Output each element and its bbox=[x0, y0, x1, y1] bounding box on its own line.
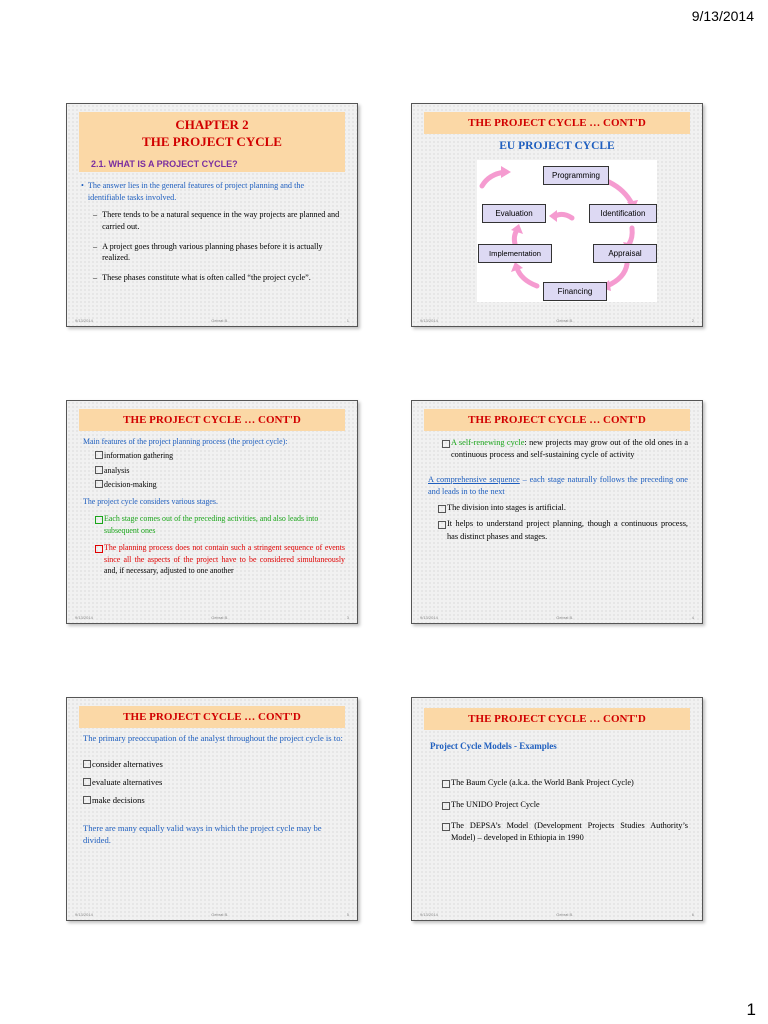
task-item: evaluate alternatives bbox=[83, 776, 345, 788]
bullet-item: • The answer lies in the general features of project planning and the identifiable tasks involved. bbox=[81, 180, 343, 203]
dash-item: – There tends to be a natural sequence in the way projects are planned and carried out. bbox=[93, 210, 340, 231]
chapter-title: THE PROJECT CYCLE bbox=[142, 134, 282, 149]
slide-6 bbox=[411, 697, 703, 921]
evaluation-node: Evaluation bbox=[482, 204, 546, 223]
slide-3-title: THE PROJECT CYCLE … CONT'D bbox=[79, 409, 345, 431]
dash-item: – These phases constitute what is often called “the project cycle”. bbox=[93, 272, 311, 282]
feature-item: information gathering bbox=[95, 450, 345, 461]
sequence-text: A comprehensive sequence – each stage naturally follows the preceding one and leads in to the next bbox=[428, 474, 688, 496]
slide-1-body bbox=[81, 180, 343, 283]
page-date: 9/13/2014 bbox=[691, 8, 754, 24]
stages-intro: The project cycle considers various stages. bbox=[83, 496, 218, 506]
task-item: consider alternatives bbox=[83, 758, 345, 770]
dash-item: – A project goes through various planning phases before it is actually realized. bbox=[93, 241, 323, 263]
intro-text: The primary preoccupation of the analyst throughout the project cycle is to: bbox=[83, 733, 343, 743]
slide-footer: 9/13/2014 Gebrat B. 1 bbox=[75, 318, 349, 323]
red-item: The planning process does not contain such a stringent sequence of events since all the aspects of the project have to be considered simultaneously and, if necessary, adjusted to one another bbox=[95, 542, 345, 576]
eu-cycle-heading: EU PROJECT CYCLE bbox=[499, 140, 615, 152]
slide-footer: 9/13/2014 Gebrat B. 5 bbox=[75, 912, 349, 917]
programming-node: Programming bbox=[543, 166, 609, 185]
slide-footer: 9/13/2014 Gebrat B. 6 bbox=[420, 912, 694, 917]
feature-item: decision-making bbox=[95, 479, 345, 490]
task-item: make decisions bbox=[83, 794, 345, 806]
eu-cycle-diagram bbox=[477, 160, 657, 302]
models-heading: Project Cycle Models - Examples bbox=[430, 741, 557, 751]
slide-5-title: THE PROJECT CYCLE … CONT'D bbox=[79, 706, 345, 728]
slide-footer: 9/13/2014 Gebrat B. 3 bbox=[75, 615, 349, 620]
slide-5-body bbox=[83, 732, 345, 846]
implementation-node: Implementation bbox=[478, 244, 552, 263]
slide-3-body bbox=[83, 436, 345, 577]
slide-footer: 9/13/2014 Gebrat B. 4 bbox=[420, 615, 694, 620]
slide-1-title bbox=[79, 112, 345, 156]
slide-3 bbox=[66, 400, 358, 624]
sub-item: The division into stages is artificial. bbox=[438, 502, 688, 514]
slide-4-title: THE PROJECT CYCLE … CONT'D bbox=[424, 409, 690, 431]
slide-2 bbox=[411, 103, 703, 327]
self-renewing-item: A self-renewing cycle: new projects may grow out of the old ones in a continuous process and self-sustaining cycle of activity bbox=[442, 437, 688, 462]
appraisal-node: Appraisal bbox=[593, 244, 657, 263]
slide-footer: 9/13/2014 Gebrat B. 2 bbox=[420, 318, 694, 323]
slide-4 bbox=[411, 400, 703, 624]
slide-1-subtitle: 2.1. WHAT IS A PROJECT CYCLE? bbox=[79, 156, 345, 172]
identification-node: Identification bbox=[589, 204, 657, 223]
model-item: The DEPSA’s Model (Development Projects Studies Authority’s Model) – developed in Ethiopia in 1990 bbox=[442, 820, 688, 844]
slide-6-title: THE PROJECT CYCLE … CONT'D bbox=[424, 708, 690, 730]
green-item: Each stage comes out of the preceding activities, and also leads into subsequent ones bbox=[95, 513, 345, 536]
model-item: The Baum Cycle (a.k.a. the World Bank Project Cycle) bbox=[442, 777, 688, 789]
financing-node: Financing bbox=[543, 282, 607, 301]
page-number: 1 bbox=[746, 1000, 756, 1019]
intro-text: Main features of the project planning process (the project cycle): bbox=[83, 437, 288, 446]
closing-text: There are many equally valid ways in which the project cycle may be divided. bbox=[83, 823, 322, 846]
chapter-label: CHAPTER 2 bbox=[175, 117, 249, 132]
bullet-text: The answer lies in the general features of project planning and the identifiable tasks involved. bbox=[87, 181, 305, 202]
model-item: The UNIDO Project Cycle bbox=[442, 799, 688, 811]
slide-4-body bbox=[428, 437, 688, 543]
slide-2-title: THE PROJECT CYCLE … CONT'D bbox=[424, 112, 690, 134]
slide-6-body bbox=[430, 740, 688, 844]
feature-item: analysis bbox=[95, 465, 345, 476]
sub-item: It helps to understand project planning, though a continuous process, has distinct phases and stages. bbox=[438, 518, 688, 543]
slide-5 bbox=[66, 697, 358, 921]
slide-1 bbox=[66, 103, 358, 327]
